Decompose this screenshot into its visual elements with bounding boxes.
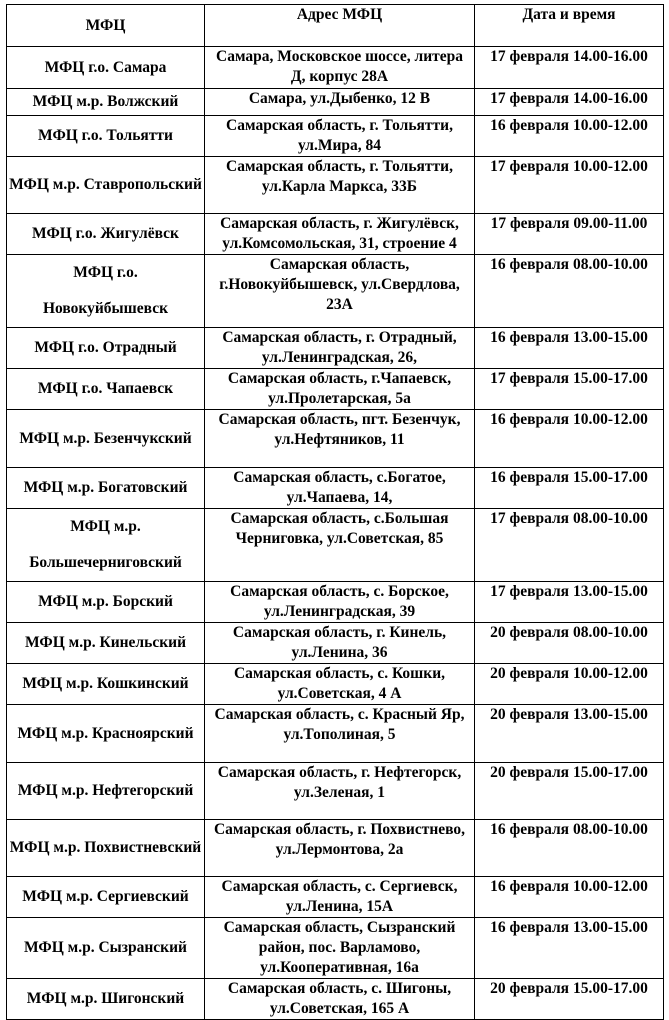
- mfc-name-cell: МФЦ м.р. Волжский: [7, 89, 205, 116]
- column-header-address: Адрес МФЦ: [205, 5, 475, 47]
- mfc-name-cell: МФЦ м.р. Нефтегорский: [7, 763, 205, 820]
- table-row: [7, 664, 664, 705]
- mfc-address-cell: Самарская область, г. Жигулёвск, ул.Комсомольская, 31, строение 4: [205, 214, 475, 255]
- table-row: [7, 255, 664, 328]
- table-row: [7, 410, 664, 468]
- mfc-datetime-cell: 16 февраля 08.00-10.00: [475, 820, 664, 877]
- mfc-name-cell: МФЦ м.р. Похвистневский: [7, 820, 205, 877]
- mfc-name-cell: МФЦ м.р. Безенчукский: [7, 410, 205, 468]
- mfc-name-cell: МФЦ г.о. Жигулёвск: [7, 214, 205, 255]
- mfc-datetime-cell: 16 февраля 10.00-12.00: [475, 410, 664, 468]
- mfc-datetime-cell: 17 февраля 14.00-16.00: [475, 47, 664, 89]
- mfc-address-cell: Самарская область, с. Кошки, ул.Советская, 4 А: [205, 664, 475, 705]
- mfc-name-cell: МФЦ м.р. Кинельский: [7, 623, 205, 664]
- table-row: [7, 468, 664, 509]
- mfc-name-cell: МФЦ м.р. Сергиевский: [7, 877, 205, 918]
- mfc-address-cell: Самарская область, с.Большая Черниговка, ул.Советская, 85: [205, 509, 475, 582]
- mfc-name-cell: МФЦ г.о. Отрадный: [7, 328, 205, 369]
- mfc-datetime-cell: 16 февраля 10.00-12.00: [475, 877, 664, 918]
- table-row: [7, 877, 664, 918]
- mfc-datetime-cell: 17 февраля 10.00-12.00: [475, 157, 664, 214]
- mfc-name-cell: МФЦ м.р. Красноярский: [7, 705, 205, 763]
- mfc-address-cell: Самарская область, с. Шигоны, ул.Советская, 165 А: [205, 979, 475, 1020]
- mfc-datetime-cell: 17 февраля 15.00-17.00: [475, 369, 664, 410]
- column-header-datetime: Дата и время: [475, 5, 664, 47]
- mfc-name-cell: МФЦ г.о. Чапаевск: [7, 369, 205, 410]
- mfc-address-cell: Самарская область, пгт. Безенчук, ул.Нефтяников, 11: [205, 410, 475, 468]
- mfc-datetime-cell: 17 февраля 13.00-15.00: [475, 582, 664, 623]
- mfc-name-cell: МФЦ м.р. Кошкинский: [7, 664, 205, 705]
- table-row: [7, 89, 664, 116]
- mfc-address-cell: Самарская область, г. Кинель, ул.Ленина, 36: [205, 623, 475, 664]
- mfc-address-cell: Самара, Московское шоссе, литера Д, корпус 28А: [205, 47, 475, 89]
- table-row: [7, 820, 664, 877]
- mfc-address-cell: Самарская область, с.Богатое, ул.Чапаева, 14,: [205, 468, 475, 509]
- mfc-address-cell: Самарская область, с. Красный Яр, ул.Тополиная, 5: [205, 705, 475, 763]
- mfc-datetime-cell: 16 февраля 10.00-12.00: [475, 116, 664, 157]
- mfc-datetime-cell: 16 февраля 13.00-15.00: [475, 328, 664, 369]
- mfc-name-cell: МФЦ м.р. Шигонский: [7, 979, 205, 1020]
- mfc-address-cell: Самарская область, Сызранский район, пос. Варламово, ул.Кооперативная, 16а: [205, 918, 475, 979]
- table-row: [7, 47, 664, 89]
- table-row: [7, 763, 664, 820]
- mfc-datetime-cell: 20 февраля 13.00-15.00: [475, 705, 664, 763]
- mfc-address-cell: Самарская область, г. Нефтегорск, ул.Зеленая, 1: [205, 763, 475, 820]
- table-row: [7, 918, 664, 979]
- mfc-datetime-cell: 20 февраля 15.00-17.00: [475, 979, 664, 1020]
- mfc-name-cell: МФЦ г.о. Тольятти: [7, 116, 205, 157]
- mfc-address-cell: Самарская область, г.Новокуйбышевск, ул.Свердлова, 23А: [205, 255, 475, 328]
- mfc-datetime-cell: 17 февраля 09.00-11.00: [475, 214, 664, 255]
- table-header-row: [7, 5, 664, 47]
- table-row: [7, 157, 664, 214]
- mfc-datetime-cell: 20 февраля 15.00-17.00: [475, 763, 664, 820]
- mfc-datetime-cell: 17 февраля 14.00-16.00: [475, 89, 664, 116]
- mfc-name-cell: МФЦ м.р. Большечерниговский: [7, 509, 205, 582]
- mfc-address-cell: Самара, ул.Дыбенко, 12 В: [205, 89, 475, 116]
- mfc-datetime-cell: 20 февраля 10.00-12.00: [475, 664, 664, 705]
- table-row: [7, 623, 664, 664]
- mfc-datetime-cell: 20 февраля 08.00-10.00: [475, 623, 664, 664]
- mfc-name-cell: МФЦ м.р. Богатовский: [7, 468, 205, 509]
- table-row: [7, 116, 664, 157]
- mfc-schedule-table: [6, 4, 664, 1020]
- mfc-name-cell: МФЦ м.р. Сызранский: [7, 918, 205, 979]
- mfc-datetime-cell: 16 февраля 13.00-15.00: [475, 918, 664, 979]
- column-header-mfc: МФЦ: [7, 5, 205, 47]
- table-row: [7, 369, 664, 410]
- mfc-name-cell: МФЦ г.о. Новокуйбышевск: [7, 255, 205, 328]
- mfc-address-cell: Самарская область, с. Борское, ул.Ленинградская, 39: [205, 582, 475, 623]
- mfc-address-cell: Самарская область, с. Сергиевск, ул.Ленина, 15А: [205, 877, 475, 918]
- mfc-address-cell: Самарская область, г. Тольятти, ул.Мира, 84: [205, 116, 475, 157]
- mfc-datetime-cell: 16 февраля 08.00-10.00: [475, 255, 664, 328]
- table-row: [7, 509, 664, 582]
- mfc-datetime-cell: 16 февраля 15.00-17.00: [475, 468, 664, 509]
- table-row: [7, 328, 664, 369]
- mfc-name-cell: МФЦ г.о. Самара: [7, 47, 205, 89]
- mfc-address-cell: Самарская область, г. Похвистнево, ул.Лермонтова, 2а: [205, 820, 475, 877]
- mfc-address-cell: Самарская область, г. Тольятти, ул.Карла Маркса, 33Б: [205, 157, 475, 214]
- mfc-address-cell: Самарская область, г. Отрадный, ул.Ленинградская, 26,: [205, 328, 475, 369]
- mfc-name-cell: МФЦ м.р. Ставропольский: [7, 157, 205, 214]
- mfc-name-cell: МФЦ м.р. Борский: [7, 582, 205, 623]
- table-row: [7, 979, 664, 1020]
- mfc-datetime-cell: 17 февраля 08.00-10.00: [475, 509, 664, 582]
- mfc-address-cell: Самарская область, г.Чапаевск, ул.Пролетарская, 5а: [205, 369, 475, 410]
- table-row: [7, 582, 664, 623]
- table-row: [7, 214, 664, 255]
- table-row: [7, 705, 664, 763]
